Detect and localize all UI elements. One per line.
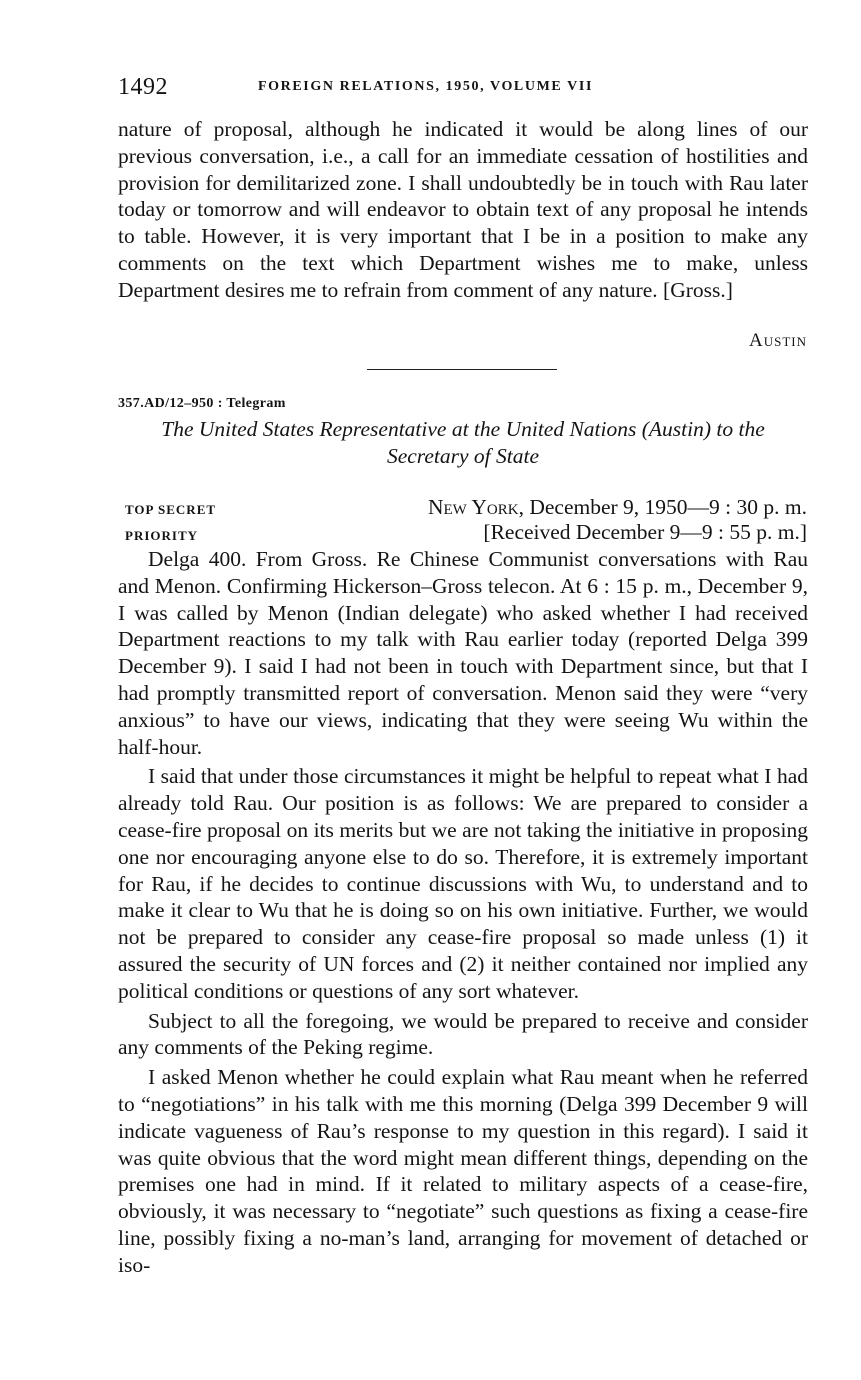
running-head: FOREIGN RELATIONS, 1950, VOLUME VII [258, 79, 593, 94]
dateline-date: , December 9, 1950—9 : 30 p. m. [518, 495, 807, 519]
previous-document-closing-paragraph: nature of proposal, although he indicated it would be along lines of our previous conversation, i.e., a call for an immediate cessation of hostilities and provision for demilitarized zone. I shall undoubtedly be in touch with Rau later today or tomorrow and will endeavor to obtain text of any proposal he intends to table. However, it is very important that I be in a position to make any comments on the text which Department wishes me to make, unless Department desires me to refrain from comment of any nature. [Gross.] [118, 117, 808, 302]
file-reference: 357.AD/12–950 : Telegram [118, 396, 286, 411]
page-number: 1492 [118, 74, 168, 100]
precedence-label: PRIORITY [125, 528, 199, 543]
body-paragraph: Delga 400. From Gross. Re Chinese Communist conversations with Rau and Menon. Confirming Hickerson–Gross telecon. At 6 : 15 p. m., December 9, I was called by Menon (Indian delegate) who asked whether I had received Department reactions to my talk with Rau earlier today (reported Delga 399 December 9). I said I had not been in touch with Department since, but that I had promptly transmitted report of conversation. Menon said they were “very anxious” to have our views, indicating that they were seeing Wu within the half-hour. [118, 547, 808, 759]
section-divider [367, 369, 557, 370]
body-paragraph: I said that under those circumstances it might be helpful to repeat what I had already told Rau. Our position is as follows: We are prepared to consider a cease-fire proposal on its merits but we are not taking the initiative in proposing one nor encouraging anyone else to do so. Therefore, it is extremely important for Rau, if he decides to continue discussions with Wu, to understand and to make it clear to Wu that he is doing so on his own initiative. Further, we would not be prepared to consider any cease-fire proposal so made unless (1) it assured the security of UN forces and (2) it neither contained nor implied any political conditions or questions of any sort whatever. [118, 764, 808, 1003]
signature: Austin [749, 330, 807, 351]
classification-label: TOP SECRET [125, 502, 217, 517]
telegram-body [118, 546, 808, 1279]
dateline [428, 494, 807, 520]
dateline-place: New York [427, 495, 519, 519]
page-header [118, 74, 808, 104]
received-line: [Received December 9—9 : 55 p. m.] [483, 520, 807, 544]
body-paragraph: Subject to all the foregoing, we would be prepared to receive and consider any comments of the Peking regime. [118, 1008, 808, 1060]
body-paragraph: I asked Menon whether he could explain what Rau meant when he referred to “negotiations” in his talk with me this morning (Delga 399 December 9 will indicate vagueness of Rau’s response to my question in this regard). I said it was quite obvious that the word might mean different things, depending on the premises one had in mind. If it related to military aspects of a cease-fire, obviously, it was necessary to “negotiate” such questions as fixing a cease-fire line, possibly fixing a no-man’s land, arranging for movement of detached or iso- [118, 1065, 808, 1277]
document-title: The United States Representative at the United Nations (Austin) to the Secretary of State [161, 417, 765, 468]
